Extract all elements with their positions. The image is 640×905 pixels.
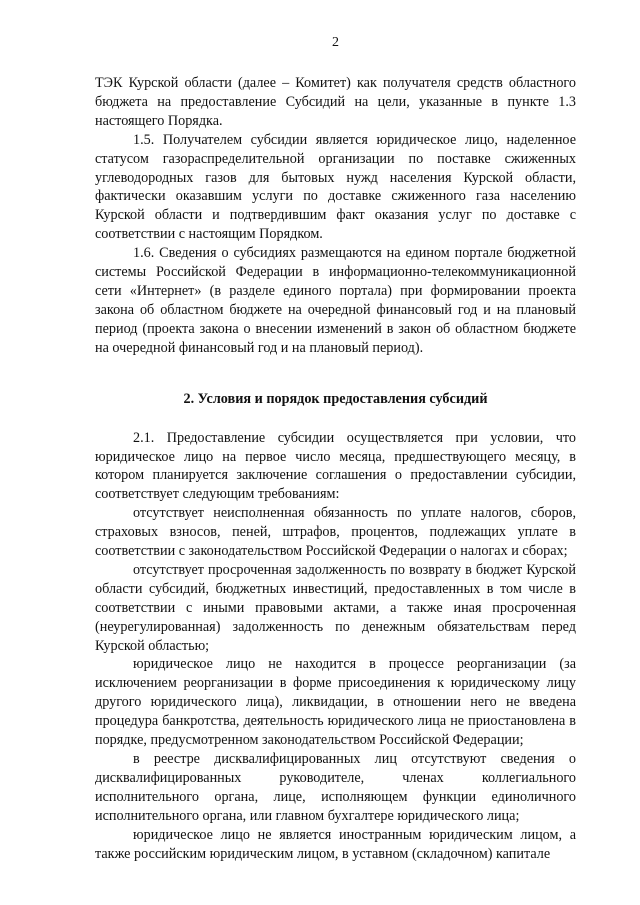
page-number: 2 xyxy=(332,35,339,50)
paragraph-taxes: отсутствует неисполненная обязанность по уплате налогов, сборов, страховых взносов, пеней, штрафов, процентов, подлежащих уплате в соответствии с законодательством Российской Федерации о налогах и сборах; xyxy=(95,505,576,560)
paragraph-foreign-entity: юридическое лицо не является иностранным юридическим лицом, а также российским юридическим лицом, в уставном (складочном) капитале xyxy=(95,826,576,862)
paragraph-1-5: 1.5. Получателем субсидии является юридическое лицо, наделенное статусом газораспределительной организации по поставке сжиженных углеводородных газов для бытовых нужд населения Курской области, фактически оказавшим услуги по доставке сжиженного газа населению Курской области и подтвердившим факт оказания услуг по доставке с соответствии с настоящим Порядком. xyxy=(95,131,576,243)
paragraph-2-1: 2.1. Предоставление субсидии осуществляется при условии, что юридическое лицо на первое число месяца, предшествующего месяцу, в котором планируется заключение соглашения о предоставлении субсидии, соответствует следующим требованиям: xyxy=(95,429,576,503)
paragraph-disqualified: в реестре дисквалифицированных лиц отсутствуют сведения о дисквалифицированных руководителе, членах коллегиального исполнительного органа, лице, исполняющем функции единоличного исполнительного органа, или главном бухгалтере юридического лица; xyxy=(95,751,576,824)
paragraph-1-6: 1.6. Сведения о субсидиях размещаются на едином портале бюджетной системы Российской Федерации в информационно-телекоммуникационной сети «Интернет» (в разделе единого портала) при формировании проекта закона об областном бюджете на очередной финансовый год и на плановый период (проекта закона о внесении изменений в закон об областном бюджете на очередной финансовый год и на плановый период). xyxy=(95,245,576,356)
paragraph-overdue-debt: отсутствует просроченная задолженность по возврату в бюджет Курской области субсидий, бюджетных инвестиций, предоставленных в том числе в соответствии с иными правовыми актами, а также иная просроченная (неурегулированная) задолженность по денежным обязательствам перед Курской областью; xyxy=(95,561,576,654)
section-title: 2. Условия и порядок предоставления субсидий xyxy=(183,390,488,407)
paragraph-continuation: ТЭК Курской области (далее – Комитет) как получателя средств областного бюджета на предоставление Субсидий на цели, указанные в пункте 1.3 настоящего Порядка. xyxy=(95,75,576,129)
paragraph-reorganization: юридическое лицо не находится в процессе реорганизации (за исключением реорганизации в форме присоединения к юридическому лицу другого юридического лица), ликвидации, в отношении него не введена процедура банкротства, деятельность юридического лица не приостановлена в порядке, предусмотренном законодательством Российской Федерации; xyxy=(95,656,576,749)
